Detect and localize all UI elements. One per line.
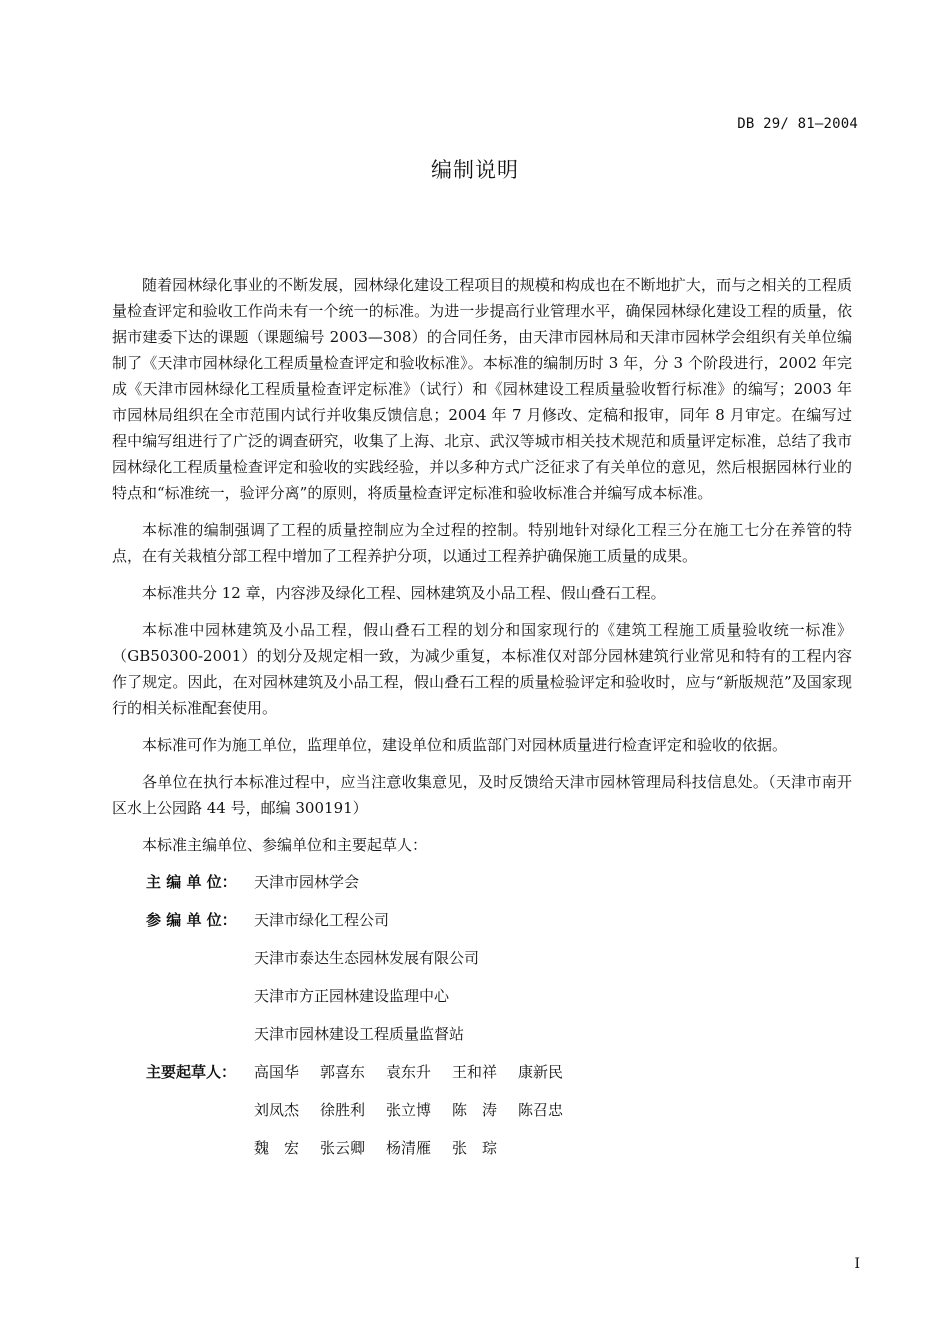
document-body (112, 272, 852, 1173)
paragraph-background: 随着园林绿化事业的不断发展，园林绿化建设工程项目的规模和构成也在不断地扩大，而与之相关的工程质量检查评定和验收工作尚未有一个统一的标准。为进一步提高行业管理水平，确保园林绿化建设工程的质量，依据市建委下达的课题（课题编号 2003—308）的合同任务，由天津市园林局和天津市园林学会组织有关单位编制了《天津市园林绿化工程质量检查评定和验收标准》。本标准的编制历时 3 年，分 3 个阶段进行，2002 年完成《天津市园林绿化工程质量检查评定标准》（试行）和《园林建设工程质量验收暂行标准》的编写；2003 年市园林局组织在全市范围内试行并收集反馈信息；2004 年 7 月修改、定稿和报审，同年 8 月审定。在编写过程中编写组进行了广泛的调查研究，收集了上海、北京、武汉等城市相关技术规范和质量评定标准，总结了我市园林绿化工程质量检查评定和验收的实践经验，并以多种方式广泛征求了有关单位的意见，然后根据园林行业的特点和“标准统一，验评分离”的原则，将质量检查评定标准和验收标准合并编写成本标准。 (112, 276, 852, 502)
drafters-label: 主要起草人： (146, 1063, 237, 1081)
drafter-name: 郭喜东 (320, 1063, 366, 1081)
drafter-name: 高国华 (254, 1063, 300, 1081)
drafters-names (254, 1097, 852, 1123)
drafters-row (112, 1059, 852, 1097)
drafter-name: 陈召忠 (518, 1101, 564, 1119)
participating-unit-row (112, 1021, 852, 1059)
drafter-name: 魏 宏 (254, 1139, 300, 1157)
paragraph-chapters: 本标准共分 12 章，内容涉及绿化工程、园林建筑及小品工程、假山叠石工程。 (142, 584, 666, 602)
drafter-name: 杨清雁 (386, 1139, 432, 1157)
drafters-names (254, 1059, 852, 1085)
participating-unit-value: 天津市泰达生态园林发展有限公司 (254, 949, 480, 967)
drafter-name: 袁东升 (386, 1063, 432, 1081)
page-number: I (854, 1256, 860, 1272)
drafter-name: 张立博 (386, 1101, 432, 1119)
chief-unit-label: 主 编 单 位： (146, 873, 237, 891)
participating-unit-row (112, 983, 852, 1021)
page-title: 编制说明 (431, 158, 519, 182)
drafters-row (112, 1097, 852, 1135)
editors-list (112, 869, 852, 1173)
participating-unit-value: 天津市绿化工程公司 (254, 911, 390, 929)
drafter-name: 刘凤杰 (254, 1101, 300, 1119)
drafters-row (112, 1135, 852, 1173)
chief-unit-row (112, 869, 852, 907)
participating-unit-label: 参 编 单 位： (146, 911, 237, 929)
drafters-names (254, 1135, 852, 1161)
participating-unit-row (112, 945, 852, 983)
participating-unit-row (112, 907, 852, 945)
drafter-name: 张云卿 (320, 1139, 366, 1157)
paragraph-quality-control: 本标准的编制强调了工程的质量控制应为全过程的控制。特别地针对绿化工程三分在施工七分在养管的特点，在有关栽植分部工程中增加了工程养护分项，以通过工程养护确保施工质量的成果。 (112, 521, 852, 565)
participating-unit-value: 天津市园林建设工程质量监督站 (254, 1025, 465, 1043)
drafter-name: 王和祥 (452, 1063, 498, 1081)
chief-unit-value: 天津市园林学会 (254, 873, 360, 891)
drafter-name: 徐胜利 (320, 1101, 366, 1119)
drafter-name: 康新民 (518, 1063, 564, 1081)
paragraph-scope: 本标准中园林建筑及小品工程，假山叠石工程的划分和国家现行的《建筑工程施工质量验收统一标准》（GB50300-2001）的划分及规定相一致，为减少重复，本标准仅对部分园林建筑行业常见和特有的工程内容作了规定。因此，在对园林建筑及小品工程，假山叠石工程的质量检验评定和验收时，应与“新版规范”及国家现行的相关标准配套使用。 (112, 621, 852, 717)
drafter-name: 张 琮 (452, 1139, 498, 1157)
paragraph-feedback: 各单位在执行本标准过程中，应当注意收集意见，及时反馈给天津市园林管理局科技信息处。（天津市南开区水上公园路 44 号，邮编 300191） (112, 773, 852, 817)
standard-code: DB 29/ 81—2004 (737, 116, 858, 132)
participating-unit-value: 天津市方正园林建设监理中心 (254, 987, 450, 1005)
paragraph-editors-intro: 本标准主编单位、参编单位和主要起草人： (142, 836, 428, 854)
paragraph-applicability: 本标准可作为施工单位，监理单位，建设单位和质监部门对园林质量进行检查评定和验收的依据。 (142, 736, 788, 754)
drafter-name: 陈 涛 (452, 1101, 498, 1119)
